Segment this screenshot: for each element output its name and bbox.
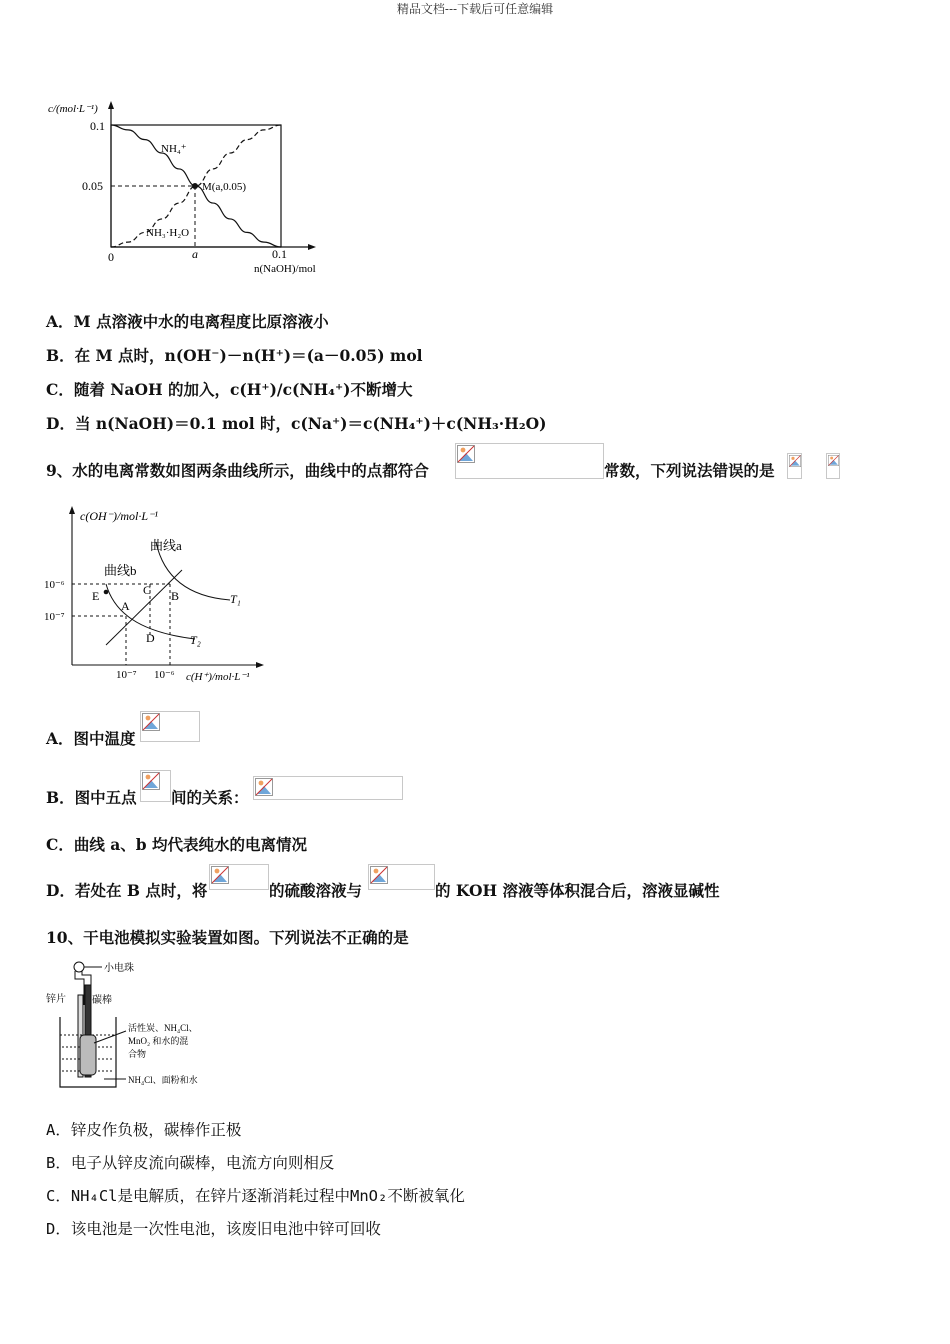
q8-option-d: D．当 n(NaOH)＝0.1 mol 时，c(Na⁺)＝c(NH₄⁺)＋c(NH₃·H₂O) — [46, 414, 547, 433]
y-tick-1e-6: 10⁻⁶ — [44, 579, 65, 591]
y-axis-label: c(OH⁻)/mol·L⁻¹ — [80, 509, 158, 523]
broken-image-icon — [455, 443, 604, 479]
label-point-d: D — [146, 631, 155, 645]
broken-image-icon — [826, 453, 840, 479]
label-nh4: NH₄⁺ — [161, 143, 187, 155]
x-tick-1e-6: 10⁻⁶ — [154, 669, 175, 681]
q9-option-c: C．曲线 a、b 均代表纯水的电离情况 — [46, 835, 308, 854]
x-axis-label: c(H⁺)/mol·L⁻¹ — [186, 671, 250, 683]
label-paste: NH₄Cl、面粉和水 — [128, 1075, 198, 1085]
concentration-chart — [40, 95, 340, 280]
y-tick-0.1: 0.1 — [90, 119, 105, 133]
q9-option-d-mid: 的硫酸溶液与 — [269, 881, 363, 900]
q8-option-a: A．M 点溶液中水的电离程度比原溶液小 — [46, 312, 329, 331]
q9-option-b-start: B．图中五点 — [46, 788, 137, 807]
label-mixture-2: MnO₂ 和水的混 — [128, 1036, 189, 1046]
broken-image-icon — [140, 770, 171, 802]
x-tick-0: 0 — [108, 250, 114, 264]
q9-option-d-start: D．若处在 B 点时，将 — [46, 881, 208, 900]
q9-stem-start: 9、水的电离常数如图两条曲线所示，曲线中的点都符合 — [46, 461, 429, 480]
q10-stem: 10、干电池模拟实验装置如图。下列说法不正确的是 — [46, 928, 409, 947]
label-point-b: B — [171, 589, 180, 603]
y-axis-label: c/(mol·L⁻¹) — [48, 103, 98, 115]
label-curve-b: 曲线b — [104, 563, 137, 578]
label-bulb: 小电珠 — [104, 963, 134, 974]
broken-image-icon — [209, 864, 269, 890]
q9-option-d-end: 的 KOH 溶液等体积混合后，溶液显碱性 — [435, 881, 720, 900]
point-m — [192, 183, 198, 189]
broken-image-icon — [787, 453, 802, 479]
q8-option-b: B．在 M 点时，n(OH⁻)－n(H⁺)＝(a－0.05) mol — [46, 346, 423, 365]
label-nh3h2o: NH₃·H₂O — [146, 227, 190, 239]
page-header: 精品文档---下载后可任意编辑 — [396, 2, 554, 16]
label-point-c: C — [143, 583, 152, 597]
q9-stem-end: 常数，下列说法错误的是 — [604, 461, 775, 480]
label-point-a: A — [121, 599, 130, 613]
point-e — [104, 590, 109, 595]
bulb-icon — [74, 962, 84, 972]
dry-cell-apparatus-figure — [44, 955, 234, 1095]
mixture-bag — [80, 1035, 96, 1075]
x-axis-arrow — [308, 244, 316, 250]
label-t1: T₁ — [230, 592, 241, 606]
label-mixture-1: 活性炭、NH₄Cl、 — [128, 1023, 198, 1033]
x-tick-1e-7: 10⁻⁷ — [116, 669, 137, 681]
x-axis-arrow — [256, 662, 264, 668]
water-ionization-chart — [40, 500, 270, 690]
x-tick-0.1: 0.1 — [272, 247, 287, 261]
label-t2: T₂ — [190, 633, 201, 647]
q8-option-c: C．随着 NaOH 的加入，c(H⁺)/c(NH₄⁺)不断增大 — [46, 380, 413, 399]
y-tick-1e-7: 10⁻⁷ — [44, 611, 65, 623]
y-axis-arrow — [69, 506, 75, 514]
label-point-e: E — [92, 589, 100, 603]
broken-image-icon — [140, 711, 200, 742]
label-curve-a: 曲线a — [150, 538, 182, 553]
label-carbon: 碳棒 — [92, 995, 112, 1006]
broken-image-icon — [253, 776, 403, 800]
y-axis-arrow — [108, 101, 114, 109]
q10-option-b: B．电子从锌皮流向碳棒，电流方向则相反 — [46, 1154, 335, 1172]
x-tick-a: a — [192, 247, 198, 261]
q10-option-c: C．NH₄Cl是电解质，在锌片逐渐消耗过程中MnO₂不断被氧化 — [46, 1187, 465, 1205]
x-axis-label: n(NaOH)/mol — [254, 263, 316, 275]
neutral-line — [106, 570, 182, 645]
label-m: M(a,0.05) — [202, 181, 246, 193]
label-mixture-3: 合物 — [128, 1049, 147, 1059]
q9-option-a: A．图中温度 — [46, 729, 136, 748]
label-zinc: 锌片 — [46, 994, 66, 1005]
broken-image-icon — [368, 864, 435, 890]
y-tick-0.05: 0.05 — [82, 179, 103, 193]
q10-option-d: D．该电池是一次性电池，该废旧电池中锌可回收 — [46, 1220, 381, 1238]
q9-option-b-end: 间的关系： — [171, 788, 249, 807]
q10-option-a: A．锌皮作负极，碳棒作正极 — [46, 1121, 242, 1139]
